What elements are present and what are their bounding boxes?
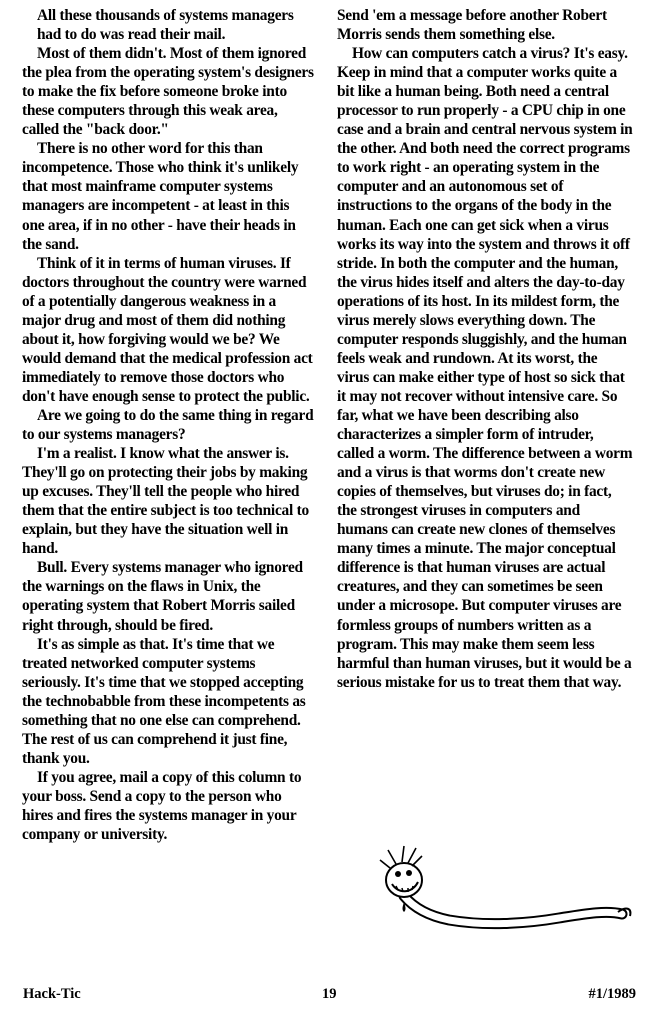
paragraph: If you agree, mail a copy of this column to your boss. Send a copy to the person who hires and fires the systems manager in your company or university.	[22, 768, 302, 844]
paragraph: Think of it in terms of human viruses. If doctors throughout the country were warned of a potentially dangerous weakness in a major drug and most of them did nothing about it, how forgiving would we be? We would demand that the medical profession act immediately to remove those doctors who don't have enough sense to protect the public.	[22, 254, 313, 405]
paragraph: All these thousands of systems managers had to do was read their mail.	[37, 7, 294, 44]
paragraph: How can computers catch a virus? It's easy. Keep in mind that a computer works quite a bit like a human being. Both need a central processor to run properly - a CPU chip in one case and a brain and central nervous system in the other. And both need the correct programs to work right - an operating system in the computer and an autonomous set of instructions to the organs of the body in the human. Each one can get sick when a virus works its way into the system and throws it off stride. In both the computer and the human, the virus hides itself and alters the day-to-day operations of its host. In its mildest form, the virus merely slows everything down. The computer responds sluggishly, and the human feels weak and rundown. At its worst, the virus can make either type of host so sick that it may not recover without intensive care. So far, what we have been describing also characterizes a simpler form of intruder, called a worm. The difference between a worm and a virus is that worms don't create new copies of themselves, but viruses do; in fact, the strongest viruses in computers and humans can create new clones of themselves many times a minute. The major conceptual difference is that human viruses are actual creatures, and they can sometimes be seen under a microsope. But computer viruses are formless groups of numbers written as a program. This may make them seem less harmful than human viruses, but it would be a serious mistake for us to treat them that way.	[337, 45, 633, 691]
issue-number: #1/1989	[588, 986, 636, 1002]
left-column	[22, 6, 314, 844]
page-number: 19	[322, 986, 337, 1002]
paragraph: Bull. Every systems manager who ignored the warnings on the flaws in Unix, the operating system that Robert Morris sailed right through, should be fired.	[22, 559, 303, 634]
paragraph: Send 'em a message before another Robert Morris sends them something else.	[337, 7, 607, 44]
paragraph: It's as simple as that. It's time that we treated networked computer systems seriously. It's time that we stopped accepting the technobabble from these incompetents as something that no one else can comprehend. The rest of us can comprehend it just fine, thank you.	[22, 635, 306, 767]
right-column	[337, 6, 633, 692]
paragraph: I'm a realist. I know what the answer is. They'll go on protecting their jobs by making up excuses. They'll tell the people who hired them that the entire subject is too technical to explain, but they have the situation well in hand.	[22, 445, 309, 558]
publication-name: Hack-Tic	[23, 986, 81, 1002]
paragraph: There is no other word for this than incompetence. Those who think it's unlikely that most mainframe computer systems managers are incompetent - at least in this one area, if in no other - have their heads in the sand.	[22, 140, 299, 253]
paragraph: Are we going to do the same thing in regard to our systems managers?	[22, 406, 314, 444]
paragraph: Most of them didn't. Most of them ignored the plea from the operating system's designers to make the fix before someone broke into these computers through this weak area, called the "back door."	[22, 45, 314, 139]
worm-cartoon-illustration	[374, 838, 636, 934]
